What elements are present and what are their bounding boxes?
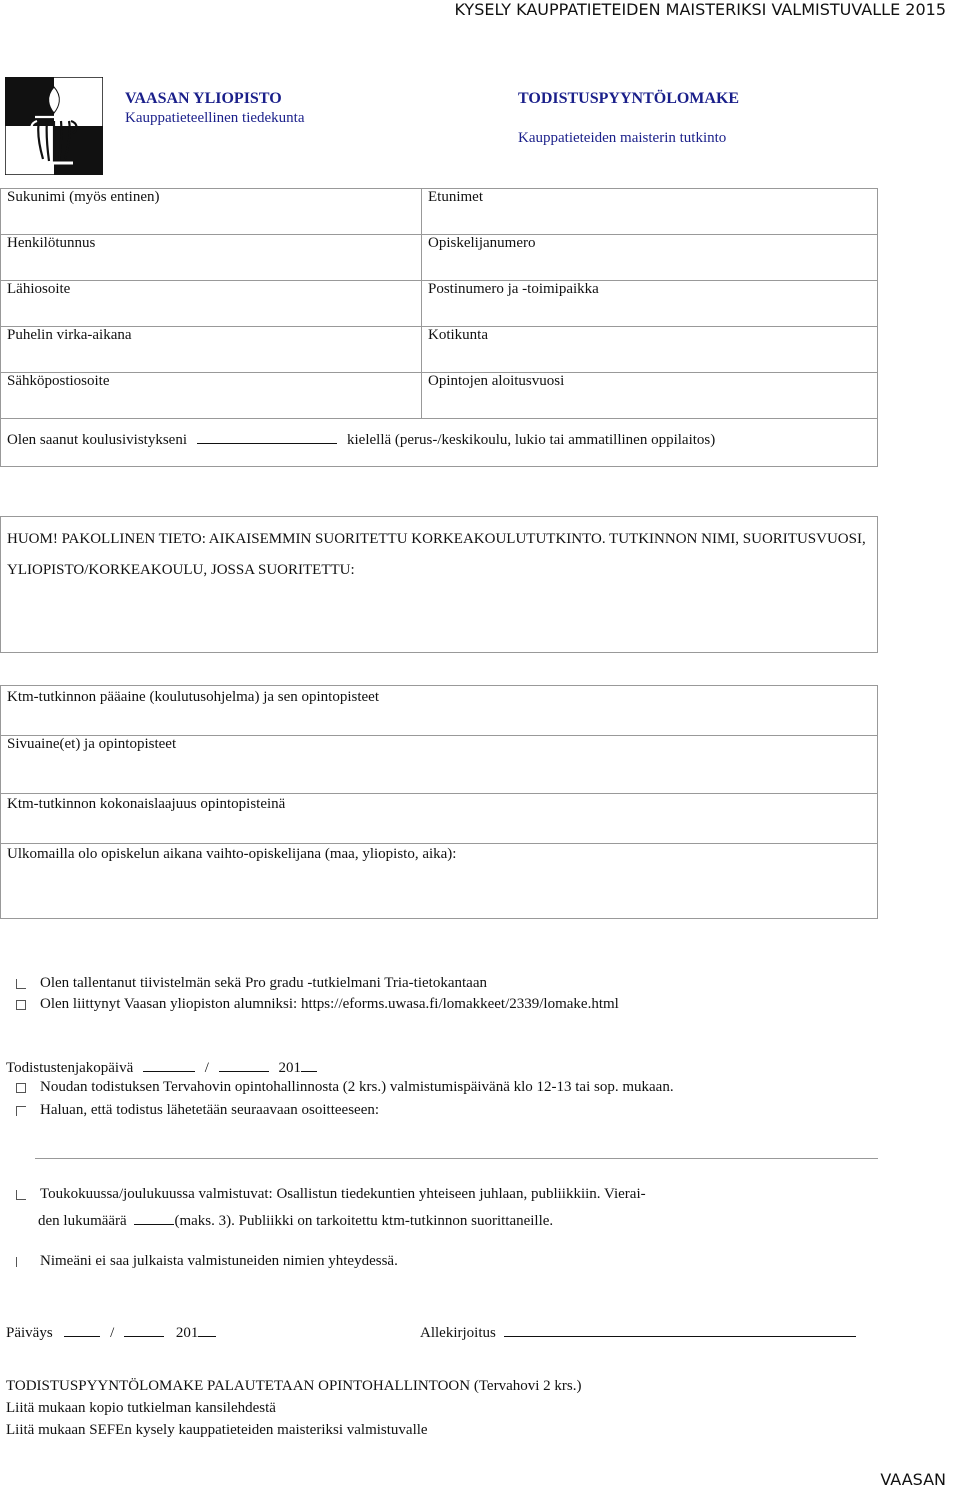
exchange-label: Ulkomailla olo opiskelun aikana vaihto-opiskelijana (maa, yliopisto, aika):	[7, 846, 457, 862]
alumni-statement: Olen liittynyt Vaasan yliopiston alumniksi: https://eforms.uwasa.fi/lomakkeet/2339/lomake.html	[40, 996, 619, 1012]
no-publish-statement: Nimeäni ei saa julkaista valmistuneiden nimien yhteydessä.	[40, 1253, 398, 1269]
checkbox-icon[interactable]	[16, 1190, 26, 1200]
no-publish-checkbox-row[interactable]	[16, 1253, 398, 1270]
mail-statement: Haluan, että todistus lähetetään seuraavaan osoitteeseen:	[40, 1102, 380, 1118]
ceremony-statement-line2a: den lukumäärä	[38, 1213, 127, 1229]
university-logo	[5, 77, 103, 175]
signature-year-prefix: 201	[175, 1325, 199, 1341]
distribution-day-blank[interactable]	[143, 1057, 195, 1072]
page-header-title: KYSELY KAUPPATIETEIDEN MAISTERIKSI VALMISTUVALLE 2015	[454, 0, 946, 19]
signature-slash: /	[110, 1325, 115, 1341]
ceremony-checkbox-row[interactable]	[16, 1186, 646, 1203]
checkbox-icon[interactable]	[16, 1106, 26, 1116]
table-row	[1, 281, 878, 327]
total-credits-field[interactable]	[1, 794, 878, 844]
distribution-year-blank[interactable]	[301, 1057, 317, 1072]
mail-checkbox-row[interactable]	[16, 1102, 379, 1119]
first-names-field[interactable]: Etunimet	[422, 189, 878, 235]
postal-code-field[interactable]: Postinumero ja -toimipaikka	[422, 281, 878, 327]
faculty-name: Kauppatieteellinen tiedekunta	[125, 110, 305, 126]
table-row	[1, 235, 878, 281]
municipality-field[interactable]: Kotikunta	[422, 327, 878, 373]
checkbox-icon[interactable]	[16, 1257, 26, 1267]
university-name: VAASAN YLIOPISTO	[125, 90, 282, 107]
email-field[interactable]: Sähköpostiosoite	[1, 373, 422, 419]
distribution-month-blank[interactable]	[219, 1057, 269, 1072]
phone-field[interactable]: Puhelin virka-aikana	[1, 327, 422, 373]
signature-day-blank[interactable]	[64, 1322, 100, 1337]
school-language-blank[interactable]	[197, 429, 337, 444]
school-language-field[interactable]	[1, 419, 878, 467]
guest-count-blank[interactable]	[134, 1210, 174, 1225]
signature-date-label: Päiväys	[6, 1325, 53, 1341]
table-row	[1, 686, 878, 736]
thesis-statement: Olen tallentanut tiivistelmän sekä Pro gradu -tutkielmani Tria-tietokantaan	[40, 975, 487, 991]
previous-degree-box[interactable]	[0, 516, 878, 653]
signature-year-blank[interactable]	[198, 1322, 216, 1337]
mailing-address-line[interactable]	[35, 1158, 878, 1159]
distribution-date-label: Todistustenjakopäivä	[6, 1060, 134, 1076]
study-info-table	[0, 685, 878, 919]
signature-row	[420, 1322, 856, 1342]
school-language-suffix: kielellä (perus-/keskikoulu, lukio tai ammatillinen oppilaitos)	[347, 432, 716, 448]
minor-field[interactable]	[1, 736, 878, 794]
student-number-field[interactable]: Opiskelijanumero	[422, 235, 878, 281]
table-row	[1, 373, 878, 419]
ceremony-guests-row	[38, 1210, 553, 1230]
alumni-checkbox-row[interactable]	[16, 996, 619, 1013]
footer-attachment-cover: Liitä mukaan kopio tutkielman kansilehdestä	[6, 1400, 276, 1416]
previous-degree-notice: HUOM! PAKOLLINEN TIETO: AIKAISEMMIN SUORITETTU KORKEAKOULUTUTKINTO. TUTKINNON NIMI, SUORITUSVUOSI, YLIOPISTO/KORKEAKOULU, JOSSA SUORITETTU:	[7, 531, 866, 578]
major-label: Ktm-tutkinnon pääaine (koulutusohjelma) ja sen opintopisteet	[7, 689, 380, 705]
distribution-year-prefix: 201	[278, 1060, 301, 1076]
checkbox-icon[interactable]	[16, 979, 26, 989]
signature-month-blank[interactable]	[124, 1322, 164, 1337]
footer-return-instruction: TODISTUSPYYNTÖLOMAKE PALAUTETAAN OPINTOHALLINTOON (Tervahovi 2 krs.)	[6, 1378, 582, 1394]
table-row	[1, 419, 878, 467]
street-address-field[interactable]: Lähiosoite	[1, 281, 422, 327]
table-row	[1, 794, 878, 844]
minor-label: Sivuaine(et) ja opintopisteet	[7, 736, 177, 752]
signature-blank[interactable]	[504, 1322, 856, 1337]
distribution-date-row	[6, 1057, 317, 1077]
bottom-right-text: VAASAN	[880, 1470, 946, 1489]
date-slash: /	[204, 1060, 209, 1076]
signature-label: Allekirjoitus	[420, 1325, 496, 1341]
surname-field[interactable]: Sukunimi (myös entinen)	[1, 189, 422, 235]
footer-attachment-survey: Liitä mukaan SEFEn kysely kauppatieteiden maisteriksi valmistuvalle	[6, 1422, 428, 1438]
school-language-prefix: Olen saanut koulusivistykseni	[7, 432, 187, 448]
major-field[interactable]	[1, 686, 878, 736]
form-title: TODISTUSPYYNTÖLOMAKE	[518, 90, 740, 107]
table-row	[1, 736, 878, 794]
pickup-statement: Noudan todistuksen Tervahovin opintohallinnosta (2 krs.) valmistumispäivänä klo 12-13 tai sop. mukaan.	[40, 1079, 674, 1095]
pickup-checkbox-row[interactable]	[16, 1079, 674, 1096]
thesis-checkbox-row[interactable]	[16, 975, 487, 992]
table-row	[1, 189, 878, 235]
checkbox-icon[interactable]	[16, 1000, 26, 1010]
signature-date-row	[6, 1322, 216, 1342]
exchange-field[interactable]	[1, 844, 878, 919]
start-year-field[interactable]: Opintojen aloitusvuosi	[422, 373, 878, 419]
ceremony-statement-line1: Toukokuussa/joulukuussa valmistuvat: Osallistun tiedekuntien yhteiseen juhlaan, publiikkiin. Vierai-	[40, 1186, 646, 1202]
ceremony-statement-line2b: (maks. 3). Publiikki on tarkoitettu ktm-tutkinnon suorittaneille.	[174, 1213, 554, 1229]
table-row	[1, 844, 878, 919]
checkbox-icon[interactable]	[16, 1083, 26, 1093]
personal-info-table	[0, 188, 878, 467]
personal-id-field[interactable]: Henkilötunnus	[1, 235, 422, 281]
total-credits-label: Ktm-tutkinnon kokonaislaajuus opintopisteinä	[7, 796, 286, 812]
degree-name: Kauppatieteiden maisterin tutkinto	[518, 130, 727, 146]
table-row	[1, 327, 878, 373]
